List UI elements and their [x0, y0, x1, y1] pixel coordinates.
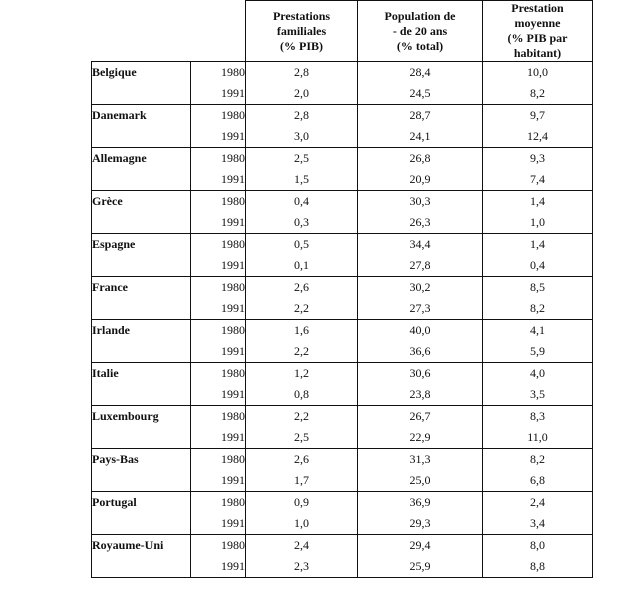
family-benefits-cell: 2,2 — [246, 341, 358, 363]
table-row — [92, 234, 593, 256]
population-cell: 28,7 — [358, 105, 483, 127]
family-benefits-table — [91, 0, 593, 578]
population-cell: 26,7 — [358, 406, 483, 428]
population-cell: 26,8 — [358, 148, 483, 170]
header-line: (% PIB par — [507, 31, 568, 45]
average-benefit-cell: 9,7 — [483, 105, 593, 127]
population-cell: 29,3 — [358, 513, 483, 535]
average-benefit-cell: 8,2 — [483, 298, 593, 320]
table-row — [92, 535, 593, 557]
year-cell: 1980 — [191, 535, 246, 557]
country-name-spacer — [92, 255, 191, 277]
population-cell: 40,0 — [358, 320, 483, 342]
year-cell: 1980 — [191, 62, 246, 84]
population-cell: 34,4 — [358, 234, 483, 256]
table-row — [92, 427, 593, 449]
average-benefit-cell: 1,4 — [483, 191, 593, 213]
header-row — [92, 1, 593, 62]
table-row — [92, 62, 593, 84]
country-name: Italie — [92, 363, 191, 385]
family-benefits-cell: 2,5 — [246, 148, 358, 170]
average-benefit-cell: 8,2 — [483, 449, 593, 471]
table-row — [92, 255, 593, 277]
population-cell: 20,9 — [358, 169, 483, 191]
population-cell: 27,3 — [358, 298, 483, 320]
family-benefits-cell: 2,6 — [246, 277, 358, 299]
year-cell: 1991 — [191, 212, 246, 234]
year-cell: 1991 — [191, 556, 246, 578]
average-benefit-cell: 8,2 — [483, 83, 593, 105]
average-benefit-cell: 8,3 — [483, 406, 593, 428]
header-blank-year — [191, 1, 246, 62]
table-row — [92, 191, 593, 213]
header-line: Population de — [384, 8, 456, 23]
family-benefits-cell: 0,8 — [246, 384, 358, 406]
family-benefits-cell: 2,8 — [246, 62, 358, 84]
year-cell: 1980 — [191, 148, 246, 170]
family-benefits-cell: 3,0 — [246, 126, 358, 148]
population-cell: 30,2 — [358, 277, 483, 299]
year-cell: 1980 — [191, 320, 246, 342]
table-row — [92, 320, 593, 342]
population-cell: 23,8 — [358, 384, 483, 406]
family-benefits-cell: 2,2 — [246, 406, 358, 428]
country-name-spacer — [92, 556, 191, 578]
population-cell: 36,6 — [358, 341, 483, 363]
country-name: Pays-Bas — [92, 449, 191, 471]
country-name: Allemagne — [92, 148, 191, 170]
family-benefits-cell: 1,0 — [246, 513, 358, 535]
family-benefits-cell: 0,3 — [246, 212, 358, 234]
country-name: Belgique — [92, 62, 191, 84]
country-name: Irlande — [92, 320, 191, 342]
average-benefit-cell: 10,0 — [483, 62, 593, 84]
header-blank-country — [92, 1, 191, 62]
family-benefits-cell: 2,8 — [246, 105, 358, 127]
year-cell: 1980 — [191, 191, 246, 213]
population-cell: 28,4 — [358, 62, 483, 84]
table-row — [92, 492, 593, 514]
country-name: France — [92, 277, 191, 299]
table-row — [92, 341, 593, 363]
country-name-spacer — [92, 341, 191, 363]
average-benefit-cell: 4,1 — [483, 320, 593, 342]
year-cell: 1991 — [191, 384, 246, 406]
header-average-benefit — [483, 1, 593, 62]
table-row — [92, 470, 593, 492]
average-benefit-cell: 8,0 — [483, 535, 593, 557]
year-cell: 1980 — [191, 105, 246, 127]
header-line: Prestation — [511, 1, 564, 15]
country-name-spacer — [92, 298, 191, 320]
population-cell: 27,8 — [358, 255, 483, 277]
family-benefits-cell: 2,4 — [246, 535, 358, 557]
header-line: familiales — [276, 23, 327, 38]
country-name-spacer — [92, 126, 191, 148]
average-benefit-cell: 1,0 — [483, 212, 593, 234]
average-benefit-cell: 12,4 — [483, 126, 593, 148]
header-line: (% PIB) — [280, 38, 323, 53]
family-benefits-cell: 0,5 — [246, 234, 358, 256]
table-body — [92, 62, 593, 578]
population-cell: 25,9 — [358, 556, 483, 578]
average-benefit-cell: 8,5 — [483, 277, 593, 299]
population-cell: 31,3 — [358, 449, 483, 471]
family-benefits-cell: 0,4 — [246, 191, 358, 213]
average-benefit-cell: 1,4 — [483, 234, 593, 256]
year-cell: 1991 — [191, 255, 246, 277]
average-benefit-cell: 8,8 — [483, 556, 593, 578]
country-name: Luxembourg — [92, 406, 191, 428]
table-row — [92, 556, 593, 578]
average-benefit-cell: 3,4 — [483, 513, 593, 535]
header-line: habitant) — [513, 46, 562, 60]
average-benefit-cell: 4,0 — [483, 363, 593, 385]
average-benefit-cell: 9,3 — [483, 148, 593, 170]
population-cell: 26,3 — [358, 212, 483, 234]
table-row — [92, 406, 593, 428]
year-cell: 1991 — [191, 83, 246, 105]
table-row — [92, 126, 593, 148]
country-name-spacer — [92, 427, 191, 449]
population-cell: 24,1 — [358, 126, 483, 148]
population-cell: 29,4 — [358, 535, 483, 557]
average-benefit-cell: 3,5 — [483, 384, 593, 406]
table-row — [92, 169, 593, 191]
country-name: Portugal — [92, 492, 191, 514]
header-line: Prestations — [272, 8, 331, 23]
family-benefits-cell: 1,6 — [246, 320, 358, 342]
country-name: Grèce — [92, 191, 191, 213]
family-benefits-cell: 1,2 — [246, 363, 358, 385]
average-benefit-cell: 5,9 — [483, 341, 593, 363]
year-cell: 1980 — [191, 363, 246, 385]
average-benefit-cell: 11,0 — [483, 427, 593, 449]
population-cell: 30,3 — [358, 191, 483, 213]
year-cell: 1991 — [191, 169, 246, 191]
year-cell: 1991 — [191, 126, 246, 148]
year-cell: 1991 — [191, 427, 246, 449]
table-row — [92, 105, 593, 127]
table-row — [92, 148, 593, 170]
family-benefits-cell: 2,6 — [246, 449, 358, 471]
table-row — [92, 277, 593, 299]
country-name-spacer — [92, 212, 191, 234]
year-cell: 1991 — [191, 341, 246, 363]
year-cell: 1991 — [191, 470, 246, 492]
table-row — [92, 212, 593, 234]
population-cell: 24,5 — [358, 83, 483, 105]
year-cell: 1980 — [191, 492, 246, 514]
table-row — [92, 513, 593, 535]
population-cell: 25,0 — [358, 470, 483, 492]
country-name: Danemark — [92, 105, 191, 127]
family-benefits-cell: 0,1 — [246, 255, 358, 277]
average-benefit-cell: 2,4 — [483, 492, 593, 514]
average-benefit-cell: 7,4 — [483, 169, 593, 191]
family-benefits-cell: 2,5 — [246, 427, 358, 449]
table-row — [92, 363, 593, 385]
country-name: Royaume-Uni — [92, 535, 191, 557]
header-family-benefits — [246, 1, 358, 62]
header-line: (% total) — [396, 38, 444, 53]
table-row — [92, 298, 593, 320]
family-benefits-cell: 2,2 — [246, 298, 358, 320]
year-cell: 1991 — [191, 513, 246, 535]
family-benefits-cell: 1,5 — [246, 169, 358, 191]
year-cell: 1980 — [191, 234, 246, 256]
country-name-spacer — [92, 470, 191, 492]
country-name-spacer — [92, 384, 191, 406]
population-cell: 36,9 — [358, 492, 483, 514]
average-benefit-cell: 6,8 — [483, 470, 593, 492]
year-cell: 1980 — [191, 277, 246, 299]
year-cell: 1991 — [191, 298, 246, 320]
population-cell: 22,9 — [358, 427, 483, 449]
country-name-spacer — [92, 83, 191, 105]
family-benefits-cell: 2,0 — [246, 83, 358, 105]
family-benefits-cell: 2,3 — [246, 556, 358, 578]
table-row — [92, 449, 593, 471]
table-row — [92, 83, 593, 105]
country-name-spacer — [92, 513, 191, 535]
year-cell: 1980 — [191, 406, 246, 428]
header-line: - de 20 ans — [392, 23, 448, 38]
average-benefit-cell: 0,4 — [483, 255, 593, 277]
header-population-under-20 — [358, 1, 483, 62]
table-row — [92, 384, 593, 406]
family-benefits-cell: 1,7 — [246, 470, 358, 492]
header-line: moyenne — [514, 16, 561, 30]
country-name-spacer — [92, 169, 191, 191]
country-name: Espagne — [92, 234, 191, 256]
year-cell: 1980 — [191, 449, 246, 471]
population-cell: 30,6 — [358, 363, 483, 385]
family-benefits-cell: 0,9 — [246, 492, 358, 514]
